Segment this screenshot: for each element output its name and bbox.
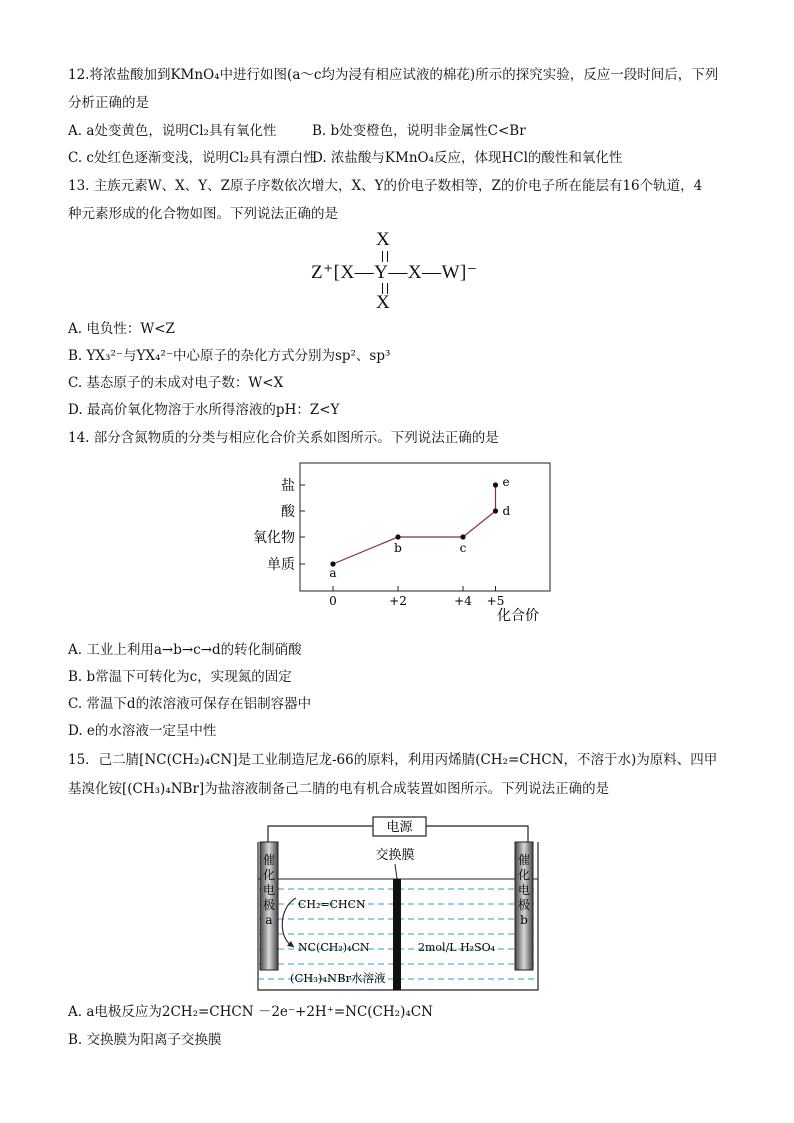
- q12-option-a: A. a处变黄色，说明Cl₂具有氧化性: [68, 123, 277, 139]
- q14-option-a: A. 工业上利用a→b→c→d的转化制硝酸: [68, 642, 302, 658]
- q12-option-c: C. c处红色逐渐变浅，说明Cl₂具有漂白性: [68, 150, 317, 166]
- electrode-a-text-char-0: 催: [262, 853, 276, 867]
- q12-stem-line2: 分析正确的是: [68, 95, 149, 111]
- chart-y-label-3: 盐: [281, 478, 295, 494]
- electrode-b-text-char-4: b: [520, 913, 528, 927]
- wire-left: [268, 826, 373, 852]
- q12-option-d: D. 浓盐酸与KMnO₄反应，体现HCl的酸性和氧化性: [312, 150, 623, 166]
- q13-option-d: D. 最高价氧化物溶于水所得溶液的pH：Z<Y: [68, 402, 340, 418]
- chart-point-label-d: d: [502, 504, 511, 518]
- electrode-a-text-char-4: a: [265, 913, 273, 927]
- reactant-label: CH₂=CHCN: [298, 898, 366, 911]
- q15-stem-line1: 15．己二腈[NC(CH₂)₄CN]是工业制造尼龙-66的原料，利用丙烯腈(CH₂=CHCN，不溶于水)为原料、四甲: [68, 752, 718, 768]
- chart-point-label-e: e: [502, 475, 510, 489]
- electrode-b-text-char-3: 极: [517, 898, 531, 912]
- q14-option-c: C. 常温下d的浓溶液可保存在铝制容器中: [68, 696, 312, 712]
- membrane-label: 交换膜: [375, 848, 415, 863]
- chart-point-d: [493, 508, 498, 513]
- q14-stem-line1: 14. 部分含氮物质的分类与相应化合价关系如图所示。下列说法正确的是: [68, 430, 499, 446]
- right-solution-label: 2mol/L H₂SO₄: [418, 941, 496, 954]
- q14-option-d: D. e的水溶液一定呈中性: [68, 723, 217, 739]
- chart-x-label-1: +2: [389, 594, 407, 608]
- chart-x-label-2: +4: [454, 594, 472, 608]
- q15-option-a: A. a电极反应为2CH₂=CHCN －2e⁻+2H⁺=NC(CH₂)₄CN: [68, 1004, 433, 1020]
- q13-stem-line1: 13. 主族元素W、X、Y、Z原子序数依次增大，X、Y的价电子数相等，Z的价电子所在能层有16个轨道，4: [68, 178, 703, 194]
- chart-point-e: [493, 482, 498, 487]
- chart-series-line: [333, 485, 496, 564]
- electrode-b-text-char-0: 催: [517, 853, 531, 867]
- exchange-membrane: [393, 879, 401, 990]
- q12-stem-line1: 12.将浓盐酸加到KMnO₄中进行如图(a～c均为浸有相应试液的棉花)所示的探究实验，反应一段时间后，下列: [68, 67, 719, 83]
- q15-stem-line2: 基溴化铵[(CH₃)₄NBr]为盐溶液制备己二腈的电有机合成装置如图所示。下列说法正确的是: [68, 781, 610, 797]
- electrode-b-text-char-2: 电: [517, 883, 531, 897]
- chart-point-label-c: c: [459, 541, 467, 555]
- electrode-b-text-char-1: 化: [517, 868, 531, 882]
- chart-point-c: [460, 534, 465, 539]
- q14-option-b: B. b常温下可转化为c，实现氮的固定: [68, 669, 292, 685]
- struct-top-atom: X: [376, 229, 390, 250]
- power-source-label: 电源: [386, 820, 413, 835]
- q13-stem-line2: 种元素形成的化合物如图。下列说法正确的是: [68, 206, 338, 222]
- q13-option-a: A. 电负性：W<Z: [68, 321, 175, 337]
- struct-main-line: Z⁺[X—Y—X—W]⁻: [311, 262, 478, 283]
- chart-plot-frame: [300, 463, 550, 591]
- nitrogen-valence-chart: [240, 455, 560, 630]
- wire-right: [426, 826, 528, 852]
- chart-x-label-3: +5: [486, 594, 505, 608]
- q13-option-b: B. YX₃²⁻与YX₄²⁻中心原子的杂化方式分别为sp²、sp³: [68, 348, 391, 364]
- q13-option-c: C. 基态原子的未成对电子数：W<X: [68, 375, 284, 391]
- q15-option-b: B. 交换膜为阳离子交换膜: [68, 1032, 222, 1048]
- chart-point-label-b: b: [394, 541, 402, 555]
- chart-y-label-0: 单质: [267, 557, 295, 573]
- electrode-a-text-char-1: 化: [262, 868, 276, 882]
- struct-bottom-atom: X: [376, 292, 390, 313]
- product-label: NC(CH₂)₄CN: [298, 941, 370, 954]
- left-solution-label: (CH₃)₄NBr水溶液: [290, 971, 386, 985]
- chart-y-label-2: 酸: [281, 504, 295, 520]
- chart-y-label-1: 氧化物: [253, 530, 295, 546]
- electrode-a-text-char-3: 极: [262, 898, 276, 912]
- chart-point-label-a: a: [329, 566, 337, 580]
- chart-x-label-0: 0: [329, 594, 337, 608]
- electrolysis-apparatus-diagram: [248, 812, 548, 997]
- chart-x-axis-title: 化合价: [497, 608, 539, 624]
- electrode-a-text-char-2: 电: [262, 883, 276, 897]
- q12-option-b: B. b处变橙色，说明非金属性C<Br: [312, 123, 526, 139]
- reaction-arrow: [282, 898, 296, 947]
- membrane-pointer: [395, 864, 397, 879]
- chart-point-b: [395, 534, 400, 539]
